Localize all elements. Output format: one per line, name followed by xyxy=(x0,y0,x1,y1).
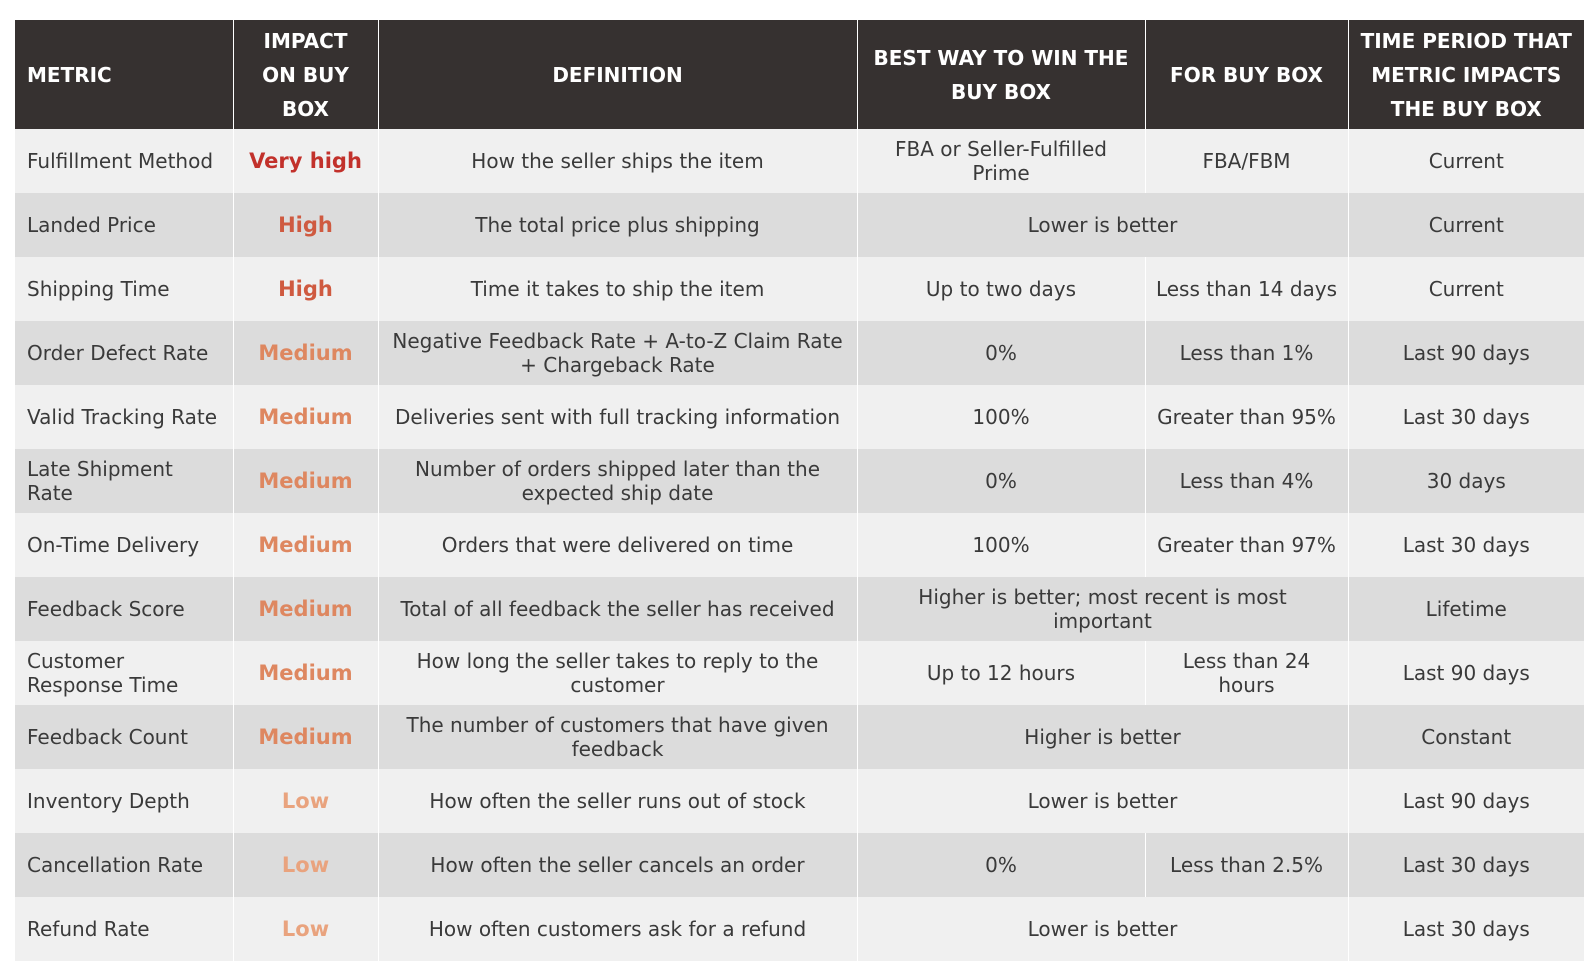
table-row xyxy=(15,513,1584,577)
best-way-cell: Higher is better xyxy=(857,705,1348,769)
impact-cell: Medium xyxy=(233,641,378,705)
table-row xyxy=(15,193,1584,257)
definition-cell: The number of customers that have given feedback xyxy=(378,705,857,769)
time-period-cell: Current xyxy=(1348,257,1584,321)
impact-cell: High xyxy=(233,193,378,257)
definition-cell: How long the seller takes to reply to the customer xyxy=(378,641,857,705)
impact-cell: Medium xyxy=(233,577,378,641)
metric-cell: Feedback Score xyxy=(15,577,233,641)
metric-cell: Customer Response Time xyxy=(15,641,233,705)
definition-cell: Negative Feedback Rate + A-to-Z Claim Rate + Chargeback Rate xyxy=(378,321,857,385)
metric-cell: Inventory Depth xyxy=(15,769,233,833)
table-body xyxy=(15,129,1584,961)
impact-cell: Medium xyxy=(233,321,378,385)
best-way-cell: Lower is better xyxy=(857,769,1348,833)
metric-cell: Late Shipment Rate xyxy=(15,449,233,513)
metric-cell: Fulfillment Method xyxy=(15,129,233,193)
for-buy-box-cell: Less than 1% xyxy=(1145,321,1348,385)
table-row xyxy=(15,385,1584,449)
for-buy-box-cell: Less than 24 hours xyxy=(1145,641,1348,705)
buy-box-metrics-table xyxy=(15,20,1584,961)
best-way-cell: 0% xyxy=(857,321,1145,385)
time-period-cell: Last 30 days xyxy=(1348,897,1584,961)
header-best-way: BEST WAY TO WIN THE BUY BOX xyxy=(857,20,1145,129)
impact-cell: Very high xyxy=(233,129,378,193)
header-for-buy-box: FOR BUY BOX xyxy=(1145,20,1348,129)
metric-cell: On-Time Delivery xyxy=(15,513,233,577)
metric-cell: Feedback Count xyxy=(15,705,233,769)
time-period-cell: Last 90 days xyxy=(1348,769,1584,833)
table-row xyxy=(15,897,1584,961)
time-period-cell: Last 30 days xyxy=(1348,833,1584,897)
header-row xyxy=(15,20,1584,129)
impact-cell: Medium xyxy=(233,449,378,513)
metric-cell: Refund Rate xyxy=(15,897,233,961)
time-period-cell: Current xyxy=(1348,129,1584,193)
best-way-cell: 0% xyxy=(857,833,1145,897)
metric-cell: Cancellation Rate xyxy=(15,833,233,897)
table-row xyxy=(15,449,1584,513)
time-period-cell: Last 30 days xyxy=(1348,513,1584,577)
table-row xyxy=(15,705,1584,769)
best-way-cell: 0% xyxy=(857,449,1145,513)
metric-cell: Valid Tracking Rate xyxy=(15,385,233,449)
impact-cell: High xyxy=(233,257,378,321)
definition-cell: How the seller ships the item xyxy=(378,129,857,193)
table-row xyxy=(15,321,1584,385)
for-buy-box-cell: FBA/FBM xyxy=(1145,129,1348,193)
table-row xyxy=(15,641,1584,705)
impact-cell: Medium xyxy=(233,705,378,769)
for-buy-box-cell: Less than 14 days xyxy=(1145,257,1348,321)
best-way-cell: 100% xyxy=(857,513,1145,577)
best-way-cell: FBA or Seller-Fulfilled Prime xyxy=(857,129,1145,193)
best-way-cell: Higher is better; most recent is most important xyxy=(857,577,1348,641)
for-buy-box-cell: Less than 2.5% xyxy=(1145,833,1348,897)
for-buy-box-cell: Greater than 95% xyxy=(1145,385,1348,449)
table-row xyxy=(15,769,1584,833)
table-row xyxy=(15,577,1584,641)
header-impact: IMPACT ON BUY BOX xyxy=(233,20,378,129)
time-period-cell: 30 days xyxy=(1348,449,1584,513)
definition-cell: How often the seller cancels an order xyxy=(378,833,857,897)
time-period-cell: Last 90 days xyxy=(1348,641,1584,705)
time-period-cell: Constant xyxy=(1348,705,1584,769)
impact-cell: Low xyxy=(233,833,378,897)
definition-cell: How often the seller runs out of stock xyxy=(378,769,857,833)
best-way-cell: Lower is better xyxy=(857,897,1348,961)
impact-cell: Medium xyxy=(233,385,378,449)
impact-cell: Low xyxy=(233,897,378,961)
table-row xyxy=(15,257,1584,321)
definition-cell: Orders that were delivered on time xyxy=(378,513,857,577)
definition-cell: How often customers ask for a refund xyxy=(378,897,857,961)
header-time-period: TIME PERIOD THAT METRIC IMPACTS THE BUY BOX xyxy=(1348,20,1584,129)
header-definition: DEFINITION xyxy=(378,20,857,129)
best-way-cell: Up to 12 hours xyxy=(857,641,1145,705)
impact-cell: Medium xyxy=(233,513,378,577)
definition-cell: Time it takes to ship the item xyxy=(378,257,857,321)
time-period-cell: Lifetime xyxy=(1348,577,1584,641)
table-row xyxy=(15,129,1584,193)
metric-cell: Landed Price xyxy=(15,193,233,257)
table-header xyxy=(15,20,1584,129)
definition-cell: The total price plus shipping xyxy=(378,193,857,257)
time-period-cell: Last 30 days xyxy=(1348,385,1584,449)
for-buy-box-cell: Less than 4% xyxy=(1145,449,1348,513)
table-row xyxy=(15,833,1584,897)
time-period-cell: Last 90 days xyxy=(1348,321,1584,385)
impact-cell: Low xyxy=(233,769,378,833)
definition-cell: Number of orders shipped later than the expected ship date xyxy=(378,449,857,513)
best-way-cell: 100% xyxy=(857,385,1145,449)
metric-cell: Shipping Time xyxy=(15,257,233,321)
for-buy-box-cell: Greater than 97% xyxy=(1145,513,1348,577)
time-period-cell: Current xyxy=(1348,193,1584,257)
best-way-cell: Lower is better xyxy=(857,193,1348,257)
definition-cell: Total of all feedback the seller has received xyxy=(378,577,857,641)
best-way-cell: Up to two days xyxy=(857,257,1145,321)
metric-cell: Order Defect Rate xyxy=(15,321,233,385)
definition-cell: Deliveries sent with full tracking information xyxy=(378,385,857,449)
header-metric: METRIC xyxy=(15,20,233,129)
